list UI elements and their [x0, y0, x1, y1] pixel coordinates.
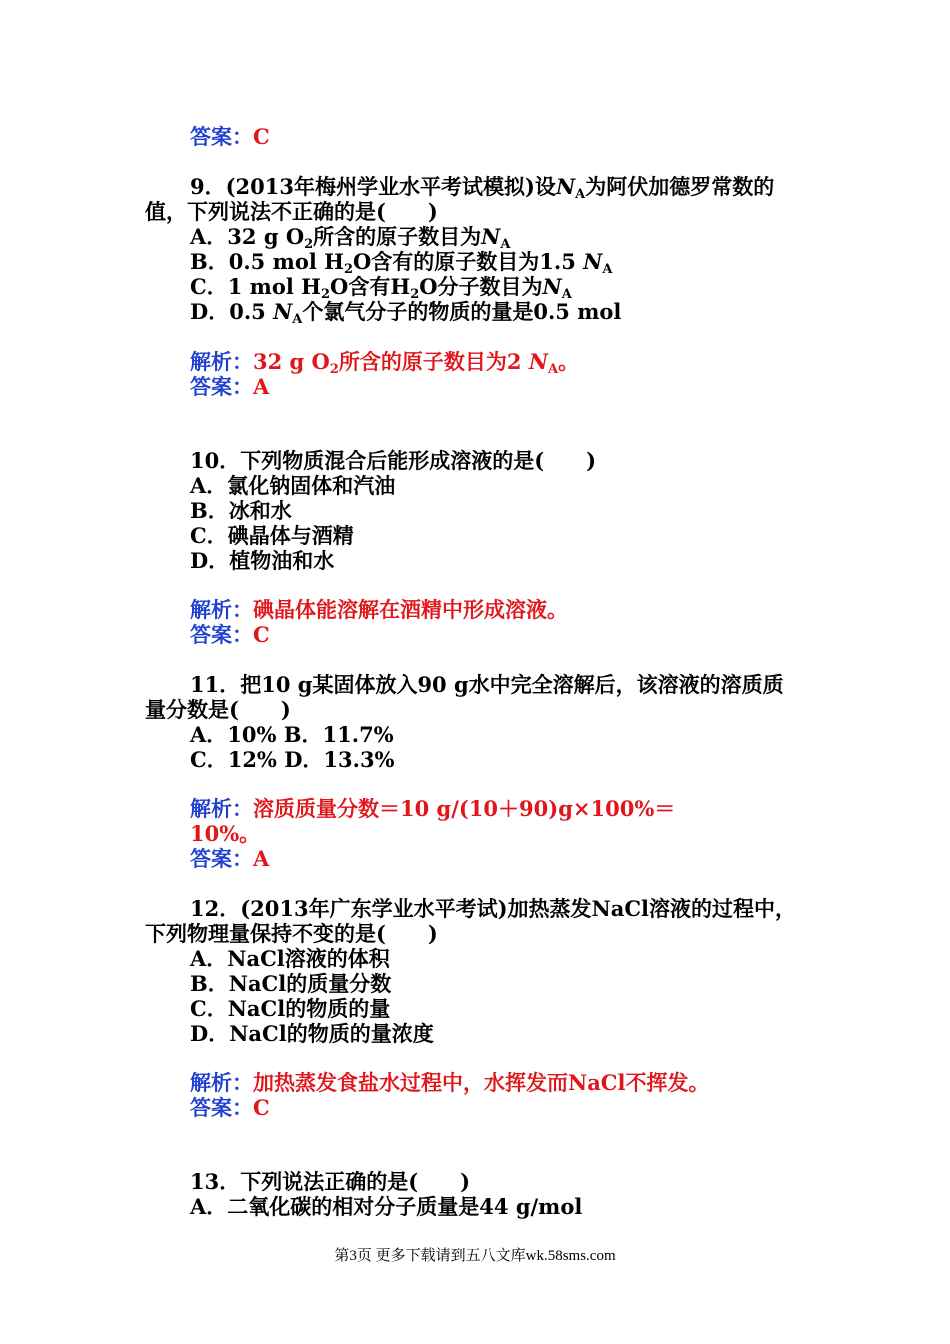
q9-stem-line2: 值，下列说法不正确的是( )	[145, 199, 438, 224]
q9-answer-line	[190, 374, 269, 400]
answer-value: C	[253, 1095, 270, 1120]
q11-options-ab: A．10% B．11.7%	[190, 722, 394, 747]
subscript-a: A	[602, 262, 613, 277]
symbol-n: N	[583, 249, 603, 274]
explanation-label: 解析：	[190, 349, 253, 374]
subscript-2: 2	[321, 287, 331, 302]
answer-label: 答案：	[190, 124, 253, 149]
answer-label: 答案：	[190, 1095, 253, 1120]
symbol-n: N	[528, 349, 549, 374]
q9-opt-a-mid: 所含的原子数目为	[313, 224, 482, 249]
q9-opt-c-mid: O含有H	[330, 274, 411, 299]
q13-option-a: A．二氧化碳的相对分子质量是44 g/mol	[190, 1194, 583, 1219]
q11-answer-line	[190, 846, 269, 872]
explanation-label: 解析：	[190, 1070, 253, 1095]
explanation-text: 碘晶体能溶解在酒精中形成溶液。	[253, 597, 568, 622]
q10-stem: 10．下列物质混合后能形成溶液的是( )	[190, 448, 597, 473]
q12-explanation	[190, 1070, 710, 1096]
q10-option-c: C．碘晶体与酒精	[190, 523, 354, 548]
q9-expl-mid: 所含的原子数目为	[338, 349, 507, 374]
q12-stem-line1: 12．(2013年广东学业水平考试)加热蒸发NaCl溶液的过程中，	[190, 896, 797, 921]
q9-opt-d-mid: 个氯气分子的物质的量是0.5 mol	[302, 299, 622, 324]
q9-opt-a-pre: A．32 g O	[190, 224, 305, 249]
q9-opt-d-pre: D．0.5	[190, 299, 266, 324]
q10-option-b: B．冰和水	[190, 498, 292, 523]
subscript-2: 2	[343, 262, 353, 277]
q12-option-a: A．NaCl溶液的体积	[190, 946, 390, 971]
q11-stem-line1: 11．把10 g某固体放入90 g水中完全溶解后，该溶液的溶质质	[190, 672, 784, 697]
subscript-2: 2	[329, 362, 339, 377]
subscript-a: A	[500, 237, 511, 252]
symbol-n: N	[481, 224, 501, 249]
answer-label: 答案：	[190, 622, 253, 647]
subscript-a: A	[292, 312, 303, 327]
q11-stem-line2: 量分数是( )	[145, 697, 291, 722]
q13-stem: 13．下列说法正确的是( )	[190, 1169, 471, 1194]
q10-explanation	[190, 597, 568, 623]
explanation-label: 解析：	[190, 796, 253, 821]
q11-explanation	[190, 796, 675, 822]
answer-label: 答案：	[190, 846, 253, 871]
q9-opt-c-mid2: O分子数目为	[419, 274, 543, 299]
subscript-2: 2	[410, 287, 420, 302]
q9-expl-pre: 32 g O	[253, 349, 330, 374]
q10-answer-line	[190, 622, 270, 648]
answer-value: C	[253, 622, 270, 647]
q12-option-d: D．NaCl的物质的量浓度	[190, 1021, 434, 1046]
q9-opt-b-pre: B．0.5 mol H	[190, 249, 344, 274]
q9-option-d	[190, 299, 621, 329]
q9-opt-c-pre: C．1 mol H	[190, 274, 321, 299]
q12-stem-line2: 下列物理量保持不变的是( )	[145, 921, 438, 946]
q9-expl-coef: 2	[506, 349, 522, 374]
q8-answer-line	[190, 124, 270, 150]
symbol-n: N	[273, 299, 293, 324]
answer-value: A	[253, 374, 270, 399]
q9-stem-suffix: 为阿伏加德罗常数的	[585, 174, 775, 199]
subscript-2: 2	[304, 237, 314, 252]
symbol-n: N	[542, 274, 562, 299]
explanation-label: 解析：	[190, 597, 253, 622]
q9-expl-end: 。	[558, 349, 580, 374]
subscript-a: A	[548, 362, 559, 377]
q12-option-c: C．NaCl的物质的量	[190, 996, 391, 1021]
q11-options-cd: C．12% D．13.3%	[190, 747, 395, 772]
q9-subscript-a: A	[575, 187, 586, 202]
q12-option-b: B．NaCl的质量分数	[190, 971, 392, 996]
answer-value: A	[253, 846, 270, 871]
answer-label: 答案：	[190, 374, 253, 399]
answer-value: C	[253, 124, 270, 149]
page-footer: 第3页 更多下载请到五八文库wk.58sms.com	[334, 1248, 616, 1264]
explanation-text: 加热蒸发食盐水过程中，水挥发而NaCl不挥发。	[253, 1070, 710, 1095]
q9-symbol-n: N	[555, 174, 576, 199]
q9-stem-prefix: 9．(2013年梅州学业水平考试模拟)设	[190, 174, 556, 199]
q11-explanation-cont: 10%。	[190, 821, 261, 846]
q10-option-a: A．氯化钠固体和汽油	[190, 473, 396, 498]
subscript-a: A	[561, 287, 572, 302]
explanation-text: 溶质质量分数＝10 g/(10＋90)g×100%＝	[253, 796, 676, 821]
q10-option-d: D．植物油和水	[190, 548, 335, 573]
q9-opt-b-mid: O含有的原子数目为1.5	[353, 249, 576, 274]
q12-answer-line	[190, 1095, 270, 1121]
